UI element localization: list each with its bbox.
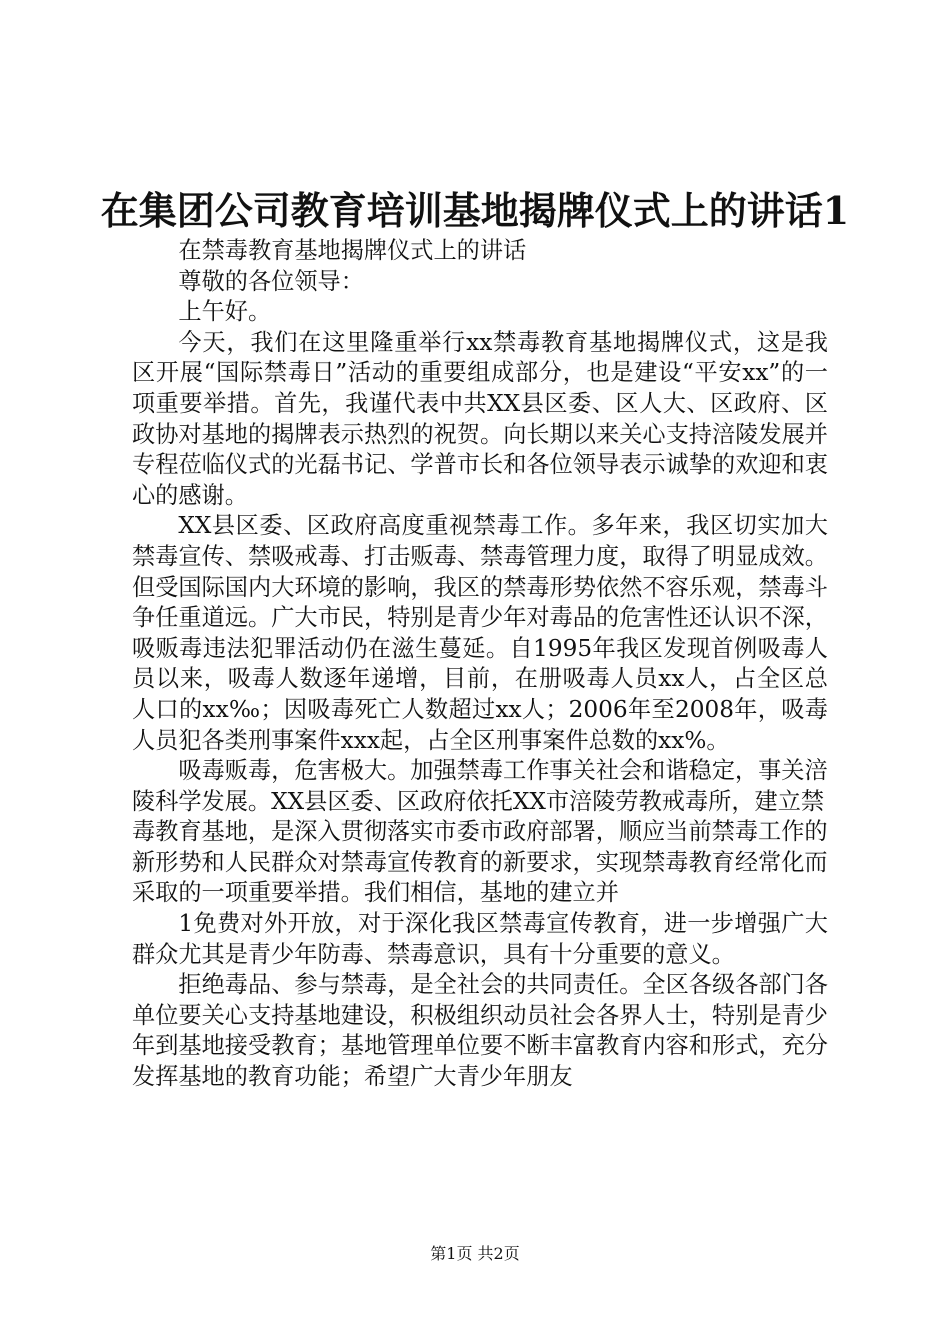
paragraph-3: 吸毒贩毒，危害极大。加强禁毒工作事关社会和谐稳定，事关涪陵科学发展。XX县区委、区政府依托XX市涪陵劳教戒毒所，建立禁毒教育基地，是深入贯彻落实市委市政府部署，顺应当前禁毒工作的新形势和人民群众对禁毒宣传教育的新要求，实现禁毒教育经常化而采取的一项重要举措。我们相信，基地的建立并 — [132, 757, 828, 907]
document-title: 在集团公司教育培训基地揭牌仪式上的讲话1 — [100, 188, 850, 233]
paragraph-subtitle: 在禁毒教育基地揭牌仪式上的讲话 — [178, 237, 527, 264]
paragraph-2: XX县区委、区政府高度重视禁毒工作。多年来，我区切实加大禁毒宣传、禁吸戒毒、打击贩毒、禁毒管理力度，取得了明显成效。但受国际国内大环境的影响，我区的禁毒形势依然不容乐观，禁毒斗争任重道远。广大市民，特别是青少年对毒品的危害性还认识不深，吸贩毒违法犯罪活动仍在滋生蔓延。自1995年我区发现首例吸毒人员以来，吸毒人数逐年递增，目前，在册吸毒人员xx人，占全区总人口的xx‰；因吸毒死亡人数超过xx人；2006年至2008年，吸毒人员犯各类刑事案件xxx起，占全区刑事案件总数的xx%。 — [132, 512, 828, 754]
page-footer: 第1页 共2页 — [430, 1244, 520, 1263]
paragraph-1: 今天，我们在这里隆重举行xx禁毒教育基地揭牌仪式，这是我区开展“国际禁毒日”活动的重要组成部分，也是建设“平安xx”的一项重要举措。首先，我谨代表中共XX县区委、区人大、区政府、区政协对基地的揭牌表示热烈的祝贺。向长期以来关心支持涪陵发展并专程莅临仪式的光磊书记、学普市长和各位领导表示诚挚的欢迎和衷心的感谢。 — [132, 328, 828, 509]
paragraph-salutation: 尊敬的各位领导： — [178, 267, 364, 295]
paragraph-4: 1免费对外开放，对于深化我区禁毒宣传教育，进一步增强广大群众尤其是青少年防毒、禁毒意识，具有十分重要的意义。 — [132, 910, 828, 968]
document-body — [132, 236, 828, 1093]
paragraph-greeting: 上午好。 — [178, 298, 272, 326]
paragraph-5: 拒绝毒品、参与禁毒，是全社会的共同责任。全区各级各部门各单位要关心支持基地建设，积极组织动员社会各界人士，特别是青少年到基地接受教育；基地管理单位要不断丰富教育内容和形式，充分发挥基地的教育功能；希望广大青少年朋友 — [132, 971, 828, 1091]
